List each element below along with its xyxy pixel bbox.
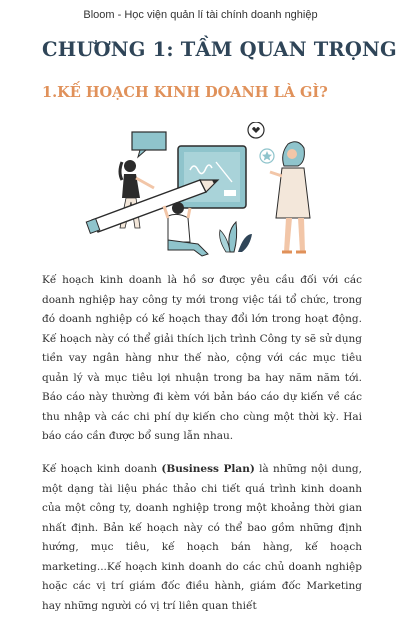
document-header: Bloom - Học viện quản lí tài chính doanh nghiệp	[83, 9, 318, 21]
paragraph-definition: Kế hoạch kinh doanh là hồ sơ được yêu cầu đối với các doanh nghiệp hay công ty mới trong việc tái tổ chức, trong đó doanh nghiệp có kế hoạch thay đổi lớn trong hoạt động. Kế hoạch này có thể giải thích lịch trình Công ty sẽ sử dụng tiền vay ngân hàng như thế nào, cộng với các mục tiêu quản lý và mục tiêu lợi nhuận trong ba hay năm năm tới. Báo cáo này thường đi kèm với bản báo cáo dự kiến về các thu nhập và các chi phí dự kiến cho cùng một thời kỳ. Hai báo cáo cần được bổ sung lẫn nhau.	[42, 274, 362, 442]
hijab-woman-figure	[270, 142, 310, 252]
paragraph-business-plan	[42, 460, 362, 616]
section-title: 1.KẾ HOẠCH KINH DOANH LÀ GÌ?	[42, 84, 328, 101]
business-plan-illustration	[82, 122, 322, 262]
chat-bubble-icon	[132, 132, 166, 157]
chapter-title: CHƯƠNG 1: TẦM QUAN TRỌNG	[42, 38, 397, 61]
business-plan-term: (Business Plan)	[161, 463, 255, 475]
paragraph-rest: là những nội dung, một dạng tài liệu phác thảo chi tiết quá trình kinh doanh của một công ty, doanh nghiệp trong một khoảng thời gian nhất định. Bản kế hoạch này có thể bao gồm những định hướng, mục tiêu, kế hoạch bán hàng, kế hoạch marketing...Kế hoạch kinh doanh do các chủ doanh nghiệp hoặc các vị trí giám đốc điều hành, giám đốc Marketing hay những người có vị trí liên quan thiết	[42, 463, 362, 612]
plant-icon	[220, 222, 252, 252]
star-bubble-icon	[260, 149, 274, 163]
paragraph-lead: Kế hoạch kinh doanh	[42, 463, 162, 475]
man-figure	[164, 202, 208, 256]
heart-bubble-icon	[248, 122, 264, 138]
